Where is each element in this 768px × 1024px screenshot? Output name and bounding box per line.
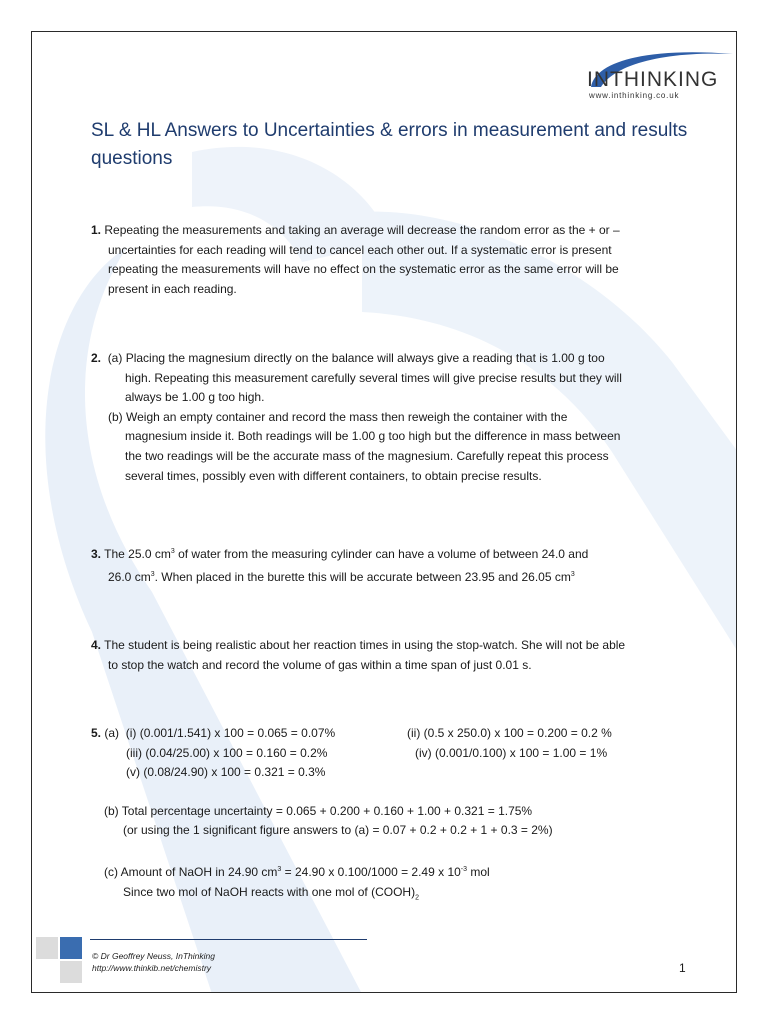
answer-text: high. Repeating this measurement carefully several times will give precise results but they will xyxy=(125,370,622,385)
footer-credit xyxy=(92,950,215,974)
answer-text: of water from the measuring cylinder can have a volume of between 24.0 and xyxy=(174,547,589,561)
answer-text: The student is being realistic about her reaction times in using the stop-watch. She will not be able xyxy=(104,638,626,652)
answer-text: several times, possibly even with different containers, to obtain precise results. xyxy=(125,468,542,483)
page-number: 1 xyxy=(679,961,686,975)
footer-divider xyxy=(90,939,367,940)
answer-1 xyxy=(91,221,701,299)
answer-text: uncertainties for each reading will tend to cancel each other out. If a systematic error is present xyxy=(108,242,612,257)
superscript: 3 xyxy=(570,570,575,578)
document-page xyxy=(31,31,737,993)
superscript: -3 xyxy=(460,865,468,873)
answer-text: = 24.90 x 0.100/1000 = 2.49 x 10 xyxy=(281,864,461,879)
answer-text: (i) (0.001/1.541) x 100 = 0.065 = 0.07% xyxy=(125,726,336,740)
answer-text: always be 1.00 g too high. xyxy=(125,390,265,405)
answer-text: (a) Placing the magnesium directly on the balance will always give a reading that is 1.00 g too xyxy=(107,351,605,365)
logo-text: INTHINKING xyxy=(587,68,719,91)
answer-text: . When placed in the burette this will be accurate between 23.95 and 26.05 cm xyxy=(154,569,571,584)
answer-text: 26.0 cm xyxy=(108,569,151,584)
answer-text: (b) Total percentage uncertainty = 0.065 + 0.200 + 0.160 + 1.00 + 0.321 = 1.75% xyxy=(104,803,533,818)
answer-text: Since two mol of NaOH reacts with one mol of (COOH) xyxy=(123,884,416,899)
answer-2 xyxy=(91,349,701,486)
question-number: 4. xyxy=(91,638,102,652)
answer-text: repeating the measurements will have no effect on the systematic error as the same error will be xyxy=(108,262,619,277)
footer-author: © Dr Geoffrey Neuss, InThinking xyxy=(92,951,215,961)
question-number: 3. xyxy=(91,547,102,561)
question-number: 2. xyxy=(91,351,102,365)
logo-url: www.inthinking.co.uk xyxy=(589,91,680,100)
answer-3 xyxy=(91,542,701,587)
part-label: (a) xyxy=(104,726,120,740)
page-title: SL & HL Answers to Uncertainties & errors in measurement and results questions xyxy=(91,120,688,169)
answer-text: The 25.0 cm xyxy=(104,547,171,561)
subscript: 2 xyxy=(415,893,419,901)
answer-text: (iv) (0.001/0.100) x 100 = 1.00 = 1% xyxy=(415,745,608,760)
superscript: 3 xyxy=(170,548,175,555)
answer-text: (or using the 1 significant figure answers to (a) = 0.07 + 0.2 + 0.2 + 1 + 0.3 = 2%) xyxy=(123,823,553,838)
answer-text: magnesium inside it. Both readings will be 1.00 g too high but the difference in mass between xyxy=(125,429,621,444)
answer-text: (ii) (0.5 x 250.0) x 100 = 0.200 = 0.2 % xyxy=(407,726,612,740)
superscript: 3 xyxy=(150,570,155,578)
question-number: 1. xyxy=(91,223,102,237)
answer-text: (b) Weigh an empty container and record the mass then reweigh the container with the xyxy=(108,409,568,424)
answer-text: to stop the watch and record the volume of gas within a time span of just 0.01 s. xyxy=(108,657,532,672)
answer-text: (c) Amount of NaOH in 24.90 cm xyxy=(104,864,278,879)
footer-url[interactable]: http://www.thinkib.net/chemistry xyxy=(92,963,212,973)
answer-4 xyxy=(91,636,701,675)
answer-text: Repeating the measurements and taking an average will decrease the random error as the + or – xyxy=(104,223,620,237)
answer-text: (v) (0.08/24.90) x 100 = 0.321 = 0.3% xyxy=(126,765,326,780)
superscript: 3 xyxy=(277,865,282,873)
answer-text: present in each reading. xyxy=(108,281,237,296)
answer-text: the two readings will be the accurate mass of the magnesium. Carefully repeat this process xyxy=(125,448,609,463)
answer-text: (iii) (0.04/25.00) x 100 = 0.160 = 0.2% xyxy=(126,745,328,760)
question-number: 5. xyxy=(91,726,102,740)
answer-text: mol xyxy=(467,864,490,879)
answer-5 xyxy=(91,724,701,908)
